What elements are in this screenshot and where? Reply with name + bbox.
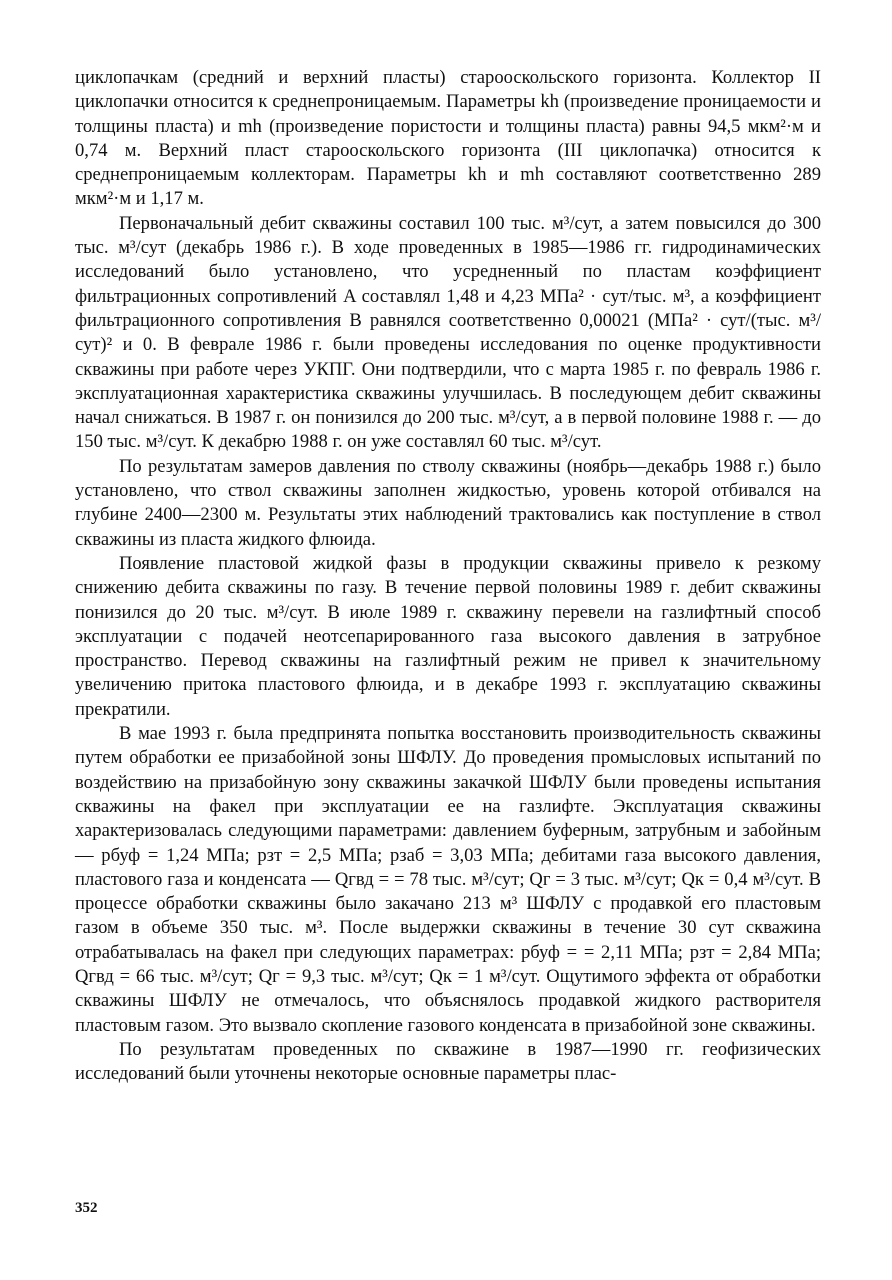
paragraph-6: По результатам проведенных по скважине в 1987—1990 гг. геофизических исследований были уточнены некоторые основные параметры плас- (75, 1038, 821, 1085)
paragraph-2: Первоначальный дебит скважины составил 100 тыс. м³/сут, а затем повысился до 300 тыс. м³/сут (декабрь 1986 г.). В ходе проведенных в 1985—1986 гг. гидродинамических исследований было установлено, что усредненный по пластам коэффициент фильтрационных сопротивлений A составлял 1,48 и 4,23 МПа² · сут/тыс. м³, а коэффициент фильтрационного сопротивления B равнялся соответственно 0,00021 (МПа² · сут/(тыс. м³/сут)² и 0. В феврале 1986 г. были проведены исследования по оценке продуктивности скважины при работе через УКПГ. Они подтвердили, что с марта 1985 г. по февраль 1986 г. эксплуатационная характеристика скважины улучшилась. В последующем дебит скважины начал снижаться. В 1987 г. он понизился до 200 тыс. м³/сут, а в первой половине 1988 г. — до 150 тыс. м³/сут. К декабрю 1988 г. он уже составлял 60 тыс. м³/сут. (75, 212, 821, 453)
paragraph-1: циклопачкам (средний и верхний пласты) старооскольского горизонта. Коллектор II циклопачки относится к среднепроницаемым. Параметры kh (произведение проницаемости и толщины пласта) и mh (произведение пористости и толщины пласта) равны 94,5 мкм²·м и 0,74 м. Верхний пласт старооскольского горизонта (III циклопачка) относится к среднепроницаемым коллекторам. Параметры kh и mh составляют соответственно 289 мкм²·м и 1,17 м. (75, 67, 821, 210)
page-body (75, 66, 821, 1086)
paragraph-5: В мае 1993 г. была предпринята попытка восстановить производительность скважины путем обработки ее призабойной зоны ШФЛУ. До проведения промысловых испытаний по воздействию на призабойную зону скважины закачкой ШФЛУ были проведены испытания скважины на факел при эксплуатации ее на газлифте. Эксплуатация скважины характеризовалась следующими параметрами: давлением буферным, затрубным и забойным — pбуф = 1,24 МПа; pзт = 2,5 МПа; pзаб = 3,03 МПа; дебитами газа высокого давления, пластового газа и конденсата — Qгвд = = 78 тыс. м³/сут; Qг = 3 тыс. м³/сут; Qк = 0,4 м³/сут. В процессе обработки скважины было закачано 213 м³ ШФЛУ с продавкой его пластовым газом в объеме 350 тыс. м³. После выдержки скважины в течение 30 сут скважина отрабатывалась на факел при следующих параметрах: pбуф = = 2,11 МПа; pзт = 2,84 МПа; Qгвд = 66 тыс. м³/сут; Qг = 9,3 тыс. м³/сут; Qк = 1 м³/сут. Ощутимого эффекта от обработки скважины ШФЛУ не отмечалось, что объяснялось продавкой жидкого растворителя пластовым газом. Это вызвало скопление газового конденсата в призабойной зоне скважины. (75, 723, 821, 1036)
paragraph-4: Появление пластовой жидкой фазы в продукции скважины привело к резкому снижению дебита скважины по газу. В течение первой половины 1989 г. дебит скважины понизился до 20 тыс. м³/сут. В июле 1989 г. скважину перевели на газлифтный способ эксплуатации с подачей неотсепарированного газа высокого давления в затрубное пространство. Перевод скважины на газлифтный режим не привел к значительному увеличению притока пластового флюида, и в декабре 1993 г. эксплуатацию скважины прекратили. (75, 552, 821, 720)
paragraph-3: По результатам замеров давления по стволу скважины (ноябрь—декабрь 1988 г.) было установлено, что ствол скважины заполнен жидкостью, уровень которой отбивался на глубине 2400—2300 м. Результаты этих наблюдений трактовались как поступление в ствол скважины из пласта жидкого флюида. (75, 455, 821, 550)
page-number: 352 (75, 1200, 98, 1216)
